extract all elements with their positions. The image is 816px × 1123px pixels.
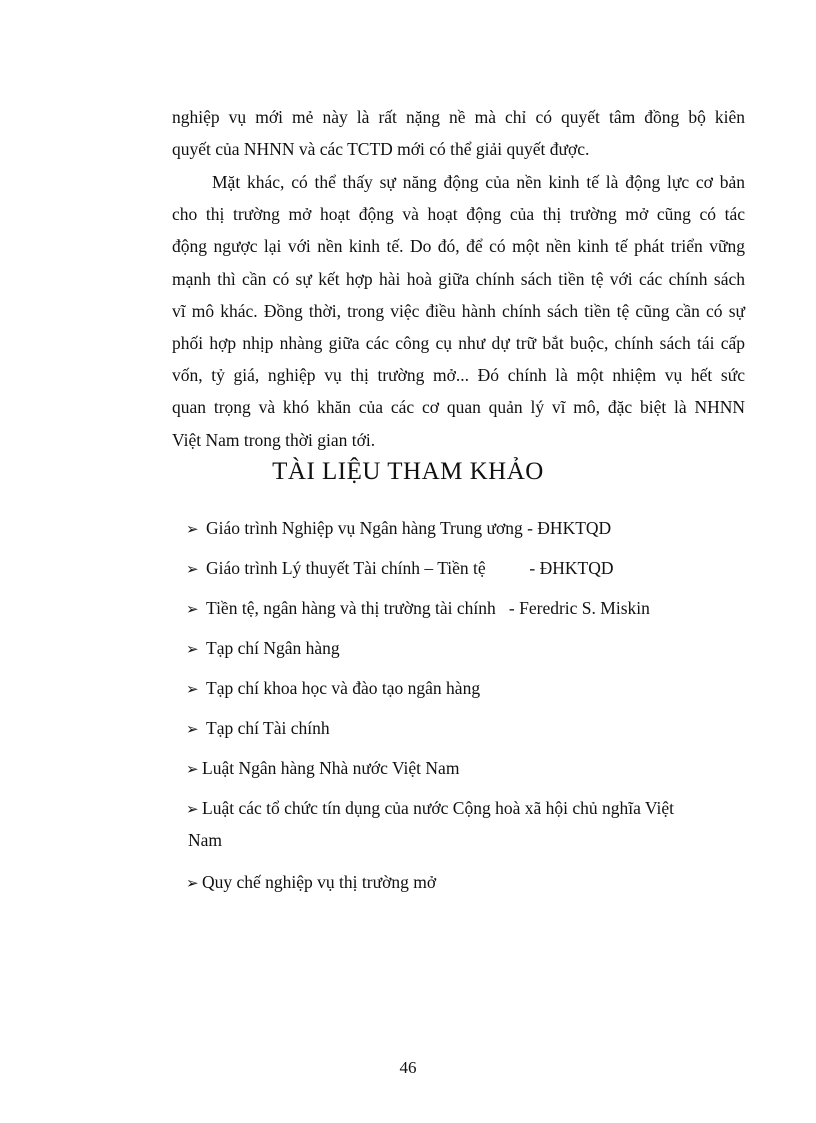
reference-item — [186, 862, 746, 902]
reference-item — [186, 548, 746, 588]
text-line: nghiệp vụ mới mẻ này là rất nặng nề mà chỉ có quyết tâm đồng bộ kiên — [172, 107, 745, 127]
reference-item — [186, 508, 746, 548]
arrowhead-bullet-icon: ➢ — [186, 602, 199, 618]
reference-continuation: Nam — [188, 830, 223, 850]
paragraph-1 — [172, 101, 745, 165]
text-line: quan trọng và khó khăn của các cơ quan quản lý vĩ mô, đặc biệt là NHNN — [172, 397, 745, 418]
arrowhead-bullet-icon: ➢ — [186, 562, 199, 578]
text-line: vốn, tỷ giá, nghiệp vụ thị trường mở... Đó chính là một nhiệm vụ hết sức — [172, 365, 745, 386]
references-heading: TÀI LIỆU THAM KHẢO — [272, 458, 544, 485]
arrowhead-bullet-icon: ➢ — [186, 722, 199, 738]
arrowhead-bullet-icon: ➢ — [186, 682, 199, 698]
reference-text: Luật Ngân hàng Nhà nước Việt Nam — [202, 758, 460, 778]
reference-text: Tạp chí khoa học và đào tạo ngân hàng — [206, 678, 481, 698]
text-line: cho thị trường mở hoạt động và hoạt động của thị trường mở cũng có tác — [172, 204, 745, 225]
text-line: động ngược lại với nền kinh tế. Do đó, để có một nền kinh tế phát triển vững — [172, 236, 745, 257]
arrowhead-bullet-icon: ➢ — [186, 802, 199, 818]
reference-text: Giáo trình Lý thuyết Tài chính – Tiền tệ - ĐHKTQD — [206, 558, 614, 578]
reference-text: Giáo trình Nghiệp vụ Ngân hàng Trung ương - ĐHKTQD — [206, 518, 612, 538]
arrowhead-bullet-icon: ➢ — [186, 522, 199, 538]
arrowhead-bullet-icon: ➢ — [186, 876, 199, 892]
text-line: Việt Nam trong thời gian tới. — [172, 429, 376, 450]
reference-item — [186, 588, 746, 628]
text-line: mạnh thì cần có sự kết hợp hài hoà giữa chính sách tiền tệ với các chính sách — [172, 268, 745, 289]
text-line: vĩ mô khác. Đồng thời, trong việc điều hành chính sách tiền tệ cũng cần có sự — [172, 300, 745, 321]
arrowhead-bullet-icon: ➢ — [186, 762, 199, 778]
reference-item — [186, 792, 746, 856]
reference-item — [186, 668, 746, 708]
reference-item — [186, 628, 746, 668]
reference-text: Luật các tổ chức tín dụng của nước Cộng hoà xã hội chủ nghĩa Việt — [202, 798, 674, 818]
reference-text: Tạp chí Tài chính — [206, 718, 330, 738]
reference-item — [186, 708, 746, 748]
reference-text-block — [188, 792, 674, 856]
text-line: Mặt khác, có thể thấy sự năng động của nền kinh tế là động lực cơ bản — [212, 172, 745, 192]
page-number: 46 — [399, 1058, 417, 1077]
paragraph-2 — [172, 166, 745, 456]
text-line: quyết của NHNN và các TCTD mới có thể giải quyết được. — [172, 139, 590, 160]
arrowhead-bullet-icon: ➢ — [186, 642, 199, 658]
reference-text: Tiền tệ, ngân hàng và thị trường tài chính - Feredric S. Miskin — [206, 598, 650, 618]
reference-text: Tạp chí Ngân hàng — [206, 638, 340, 658]
reference-item — [186, 748, 746, 788]
text-line: phối hợp nhịp nhàng giữa các công cụ như dự trữ bắt buộc, chính sách tái cấp — [172, 333, 745, 354]
reference-text: Quy chế nghiệp vụ thị trường mở — [202, 872, 437, 892]
references-list — [186, 508, 746, 902]
